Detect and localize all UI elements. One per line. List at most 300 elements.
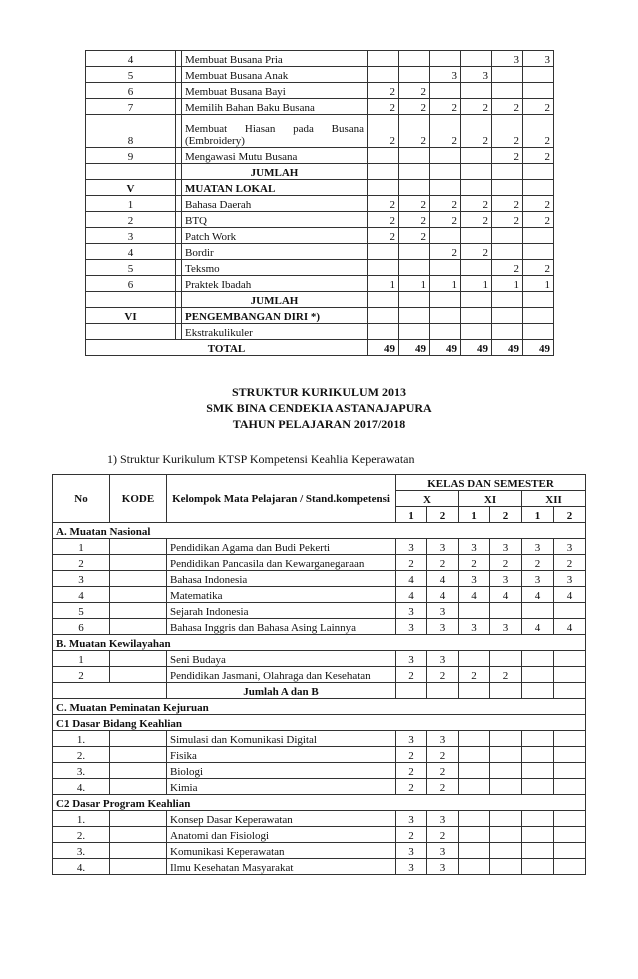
table-row: [86, 83, 554, 99]
hours-cell: [522, 747, 554, 763]
hours-cell: 4: [554, 587, 586, 603]
hours-cell: 2: [461, 99, 492, 115]
hours-cell: 2: [430, 196, 461, 212]
hours-cell: [459, 731, 490, 747]
subject-name: BTQ: [182, 212, 368, 228]
row-number: 2.: [53, 827, 110, 843]
hours-cell: 1: [368, 276, 399, 292]
hours-cell: [523, 67, 554, 83]
total-value: 49: [523, 340, 554, 356]
hours-cell: 4: [396, 571, 427, 587]
hours-cell: 3: [427, 651, 459, 667]
hours-cell: [554, 747, 586, 763]
hours-cell: 1: [399, 276, 430, 292]
table1-body: [86, 51, 554, 356]
row-number: 9: [86, 148, 176, 164]
section-muatan-peminatan: C. Muatan Peminatan Kejuruan: [53, 699, 586, 715]
subject-name: Bahasa Indonesia: [167, 571, 396, 587]
total-value: 49: [399, 340, 430, 356]
hours-cell: 2: [554, 555, 586, 571]
table-row: [86, 164, 554, 180]
section-dasar-program: C2 Dasar Program Keahlian: [53, 795, 586, 811]
hours-cell: 2: [368, 196, 399, 212]
hours-cell: 2: [490, 667, 522, 683]
hours-cell: [399, 308, 430, 324]
header-semester: 1: [459, 507, 490, 523]
header-semester: 1: [396, 507, 427, 523]
hours-cell: [461, 83, 492, 99]
hours-cell: [554, 603, 586, 619]
hours-cell: [492, 308, 523, 324]
row-code: [110, 843, 167, 859]
hours-cell: [554, 763, 586, 779]
hours-cell: 2: [427, 747, 459, 763]
hours-cell: 2: [492, 99, 523, 115]
hours-cell: 3: [396, 603, 427, 619]
hours-cell: 3: [396, 731, 427, 747]
table2-header: [53, 475, 586, 523]
curriculum-table-keperawatan: [52, 474, 586, 875]
hours-cell: [430, 83, 461, 99]
hours-cell: 2: [430, 212, 461, 228]
hours-cell: 3: [396, 539, 427, 555]
hours-cell: 4: [427, 587, 459, 603]
hours-cell: [492, 228, 523, 244]
hours-cell: [522, 859, 554, 875]
hours-cell: [522, 779, 554, 795]
doc-title-line1: STRUKTUR KURIKULUM 2013: [231, 385, 406, 399]
row-number: 3.: [53, 843, 110, 859]
table-row: [53, 539, 586, 555]
table2-body: [53, 523, 586, 875]
header-semester: 2: [427, 507, 459, 523]
subject-name: Ekstrakulikuler: [182, 324, 368, 340]
table-row: [86, 212, 554, 228]
subject-name: Memilih Bahan Baku Busana: [182, 99, 368, 115]
hours-cell: [554, 651, 586, 667]
hours-cell: [490, 763, 522, 779]
table-row: [86, 148, 554, 164]
table-row: [86, 276, 554, 292]
subject-name: Konsep Dasar Keperawatan: [167, 811, 396, 827]
hours-cell: [459, 763, 490, 779]
hours-cell: [523, 180, 554, 196]
hours-cell: [461, 164, 492, 180]
hours-cell: [368, 67, 399, 83]
row-number: 7: [86, 99, 176, 115]
hours-cell: [522, 651, 554, 667]
row-number: 4: [53, 587, 110, 603]
row-number: 1: [86, 196, 176, 212]
row-number: 5: [53, 603, 110, 619]
hours-cell: [430, 180, 461, 196]
row-code: [110, 763, 167, 779]
subject-name: Membuat Busana Bayi: [182, 83, 368, 99]
table-row: [53, 779, 586, 795]
hours-cell: [522, 683, 554, 699]
row-number: 2: [53, 555, 110, 571]
row-number: 4.: [53, 859, 110, 875]
hours-cell: 2: [492, 196, 523, 212]
hours-cell: [399, 260, 430, 276]
hours-cell: [430, 51, 461, 67]
jumlah-a-dan-b: Jumlah A dan B: [167, 683, 396, 699]
row-number: 5: [86, 67, 176, 83]
hours-cell: 2: [523, 115, 554, 148]
table-row: [86, 99, 554, 115]
row-code: [110, 651, 167, 667]
table-row: [53, 667, 586, 683]
subject-name: PENGEMBANGAN DIRI *): [182, 308, 368, 324]
hours-cell: 4: [490, 587, 522, 603]
hours-cell: [368, 324, 399, 340]
curriculum-table-busana: [85, 50, 554, 356]
row-number: 6: [86, 83, 176, 99]
hours-cell: 2: [461, 244, 492, 260]
hours-cell: [399, 324, 430, 340]
subject-name: MUATAN LOKAL: [182, 180, 368, 196]
hours-cell: [399, 244, 430, 260]
section-spacer: [53, 683, 167, 699]
hours-cell: [522, 763, 554, 779]
hours-cell: 3: [490, 619, 522, 635]
subject-name: Praktek Ibadah: [182, 276, 368, 292]
hours-cell: [554, 683, 586, 699]
hours-cell: [492, 292, 523, 308]
hours-cell: 4: [554, 619, 586, 635]
hours-cell: 1: [523, 276, 554, 292]
subject-name: Mengawasi Mutu Busana: [182, 148, 368, 164]
hours-cell: 2: [492, 212, 523, 228]
row-number: [86, 292, 176, 308]
row-code: [110, 859, 167, 875]
hours-cell: [427, 683, 459, 699]
subject-name: Bordir: [182, 244, 368, 260]
hours-cell: [461, 292, 492, 308]
hours-cell: [396, 683, 427, 699]
hours-cell: [368, 292, 399, 308]
table-row: [86, 67, 554, 83]
table-row: [53, 747, 586, 763]
hours-cell: 3: [427, 859, 459, 875]
hours-cell: 3: [490, 571, 522, 587]
table-row: [53, 763, 586, 779]
row-number: 2.: [53, 747, 110, 763]
row-number: 6: [86, 276, 176, 292]
header-semester: 1: [522, 507, 554, 523]
row-code: [110, 571, 167, 587]
hours-cell: [554, 811, 586, 827]
row-number: 5: [86, 260, 176, 276]
hours-cell: 3: [459, 571, 490, 587]
hours-cell: [461, 51, 492, 67]
hours-cell: 3: [396, 651, 427, 667]
hours-cell: [522, 811, 554, 827]
hours-cell: [430, 308, 461, 324]
row-number: 1: [53, 539, 110, 555]
section-row: [53, 635, 586, 651]
hours-cell: [459, 603, 490, 619]
hours-cell: 2: [461, 212, 492, 228]
hours-cell: 2: [430, 244, 461, 260]
total-value: 49: [430, 340, 461, 356]
header-class-xii: XII: [522, 491, 586, 507]
hours-cell: 2: [430, 99, 461, 115]
hours-cell: 2: [368, 99, 399, 115]
subject-name: Patch Work: [182, 228, 368, 244]
hours-cell: [430, 292, 461, 308]
row-number: [86, 324, 176, 340]
hours-cell: [430, 228, 461, 244]
hours-cell: [459, 811, 490, 827]
table-row: [86, 292, 554, 308]
hours-cell: [459, 747, 490, 763]
row-code: [110, 731, 167, 747]
hours-cell: 2: [396, 555, 427, 571]
table-row: [53, 587, 586, 603]
hours-cell: 2: [459, 667, 490, 683]
table-row: [86, 180, 554, 196]
row-number: 2: [86, 212, 176, 228]
subject-name: Sejarah Indonesia: [167, 603, 396, 619]
hours-cell: [490, 843, 522, 859]
hours-cell: [523, 228, 554, 244]
hours-cell: [399, 180, 430, 196]
hours-cell: [399, 148, 430, 164]
hours-cell: 3: [459, 539, 490, 555]
hours-cell: 4: [459, 587, 490, 603]
subject-name: Simulasi dan Komunikasi Digital: [167, 731, 396, 747]
row-number: 2: [53, 667, 110, 683]
hours-cell: 2: [492, 115, 523, 148]
hours-cell: [368, 260, 399, 276]
hours-cell: 4: [396, 587, 427, 603]
hours-cell: [523, 83, 554, 99]
header-kelas-semester: KELAS DAN SEMESTER: [396, 475, 586, 491]
row-code: [110, 811, 167, 827]
total-row: [86, 340, 554, 356]
hours-cell: 3: [461, 67, 492, 83]
hours-cell: 2: [459, 555, 490, 571]
hours-cell: 2: [427, 763, 459, 779]
hours-cell: 3: [427, 539, 459, 555]
subject-name: Membuat Busana Pria: [182, 51, 368, 67]
row-code: [110, 539, 167, 555]
hours-cell: [430, 148, 461, 164]
hours-cell: [459, 859, 490, 875]
row-code: [110, 747, 167, 763]
hours-cell: [492, 83, 523, 99]
hours-cell: 2: [430, 115, 461, 148]
row-number: 1.: [53, 811, 110, 827]
hours-cell: [399, 67, 430, 83]
table-row: [53, 571, 586, 587]
hours-cell: 2: [368, 228, 399, 244]
subject-name: Teksmo: [182, 260, 368, 276]
row-number: 1: [53, 651, 110, 667]
table-row: [86, 324, 554, 340]
row-code: [110, 779, 167, 795]
hours-cell: 2: [396, 667, 427, 683]
table-row: [86, 260, 554, 276]
row-number: [86, 164, 176, 180]
hours-cell: 2: [523, 260, 554, 276]
row-number: 4: [86, 244, 176, 260]
hours-cell: 2: [399, 196, 430, 212]
hours-cell: 1: [461, 276, 492, 292]
hours-cell: 2: [523, 148, 554, 164]
section-dasar-bidang: C1 Dasar Bidang Keahlian: [53, 715, 586, 731]
row-code: [110, 667, 167, 683]
row-number: 3: [53, 571, 110, 587]
hours-cell: [492, 164, 523, 180]
hours-cell: 4: [427, 571, 459, 587]
hours-cell: 2: [490, 555, 522, 571]
table-row: [53, 619, 586, 635]
table-row: [53, 603, 586, 619]
hours-cell: [368, 244, 399, 260]
hours-cell: 2: [399, 212, 430, 228]
hours-cell: 2: [461, 196, 492, 212]
section-muatan-kewilayahan: B. Muatan Kewilayahan: [53, 635, 586, 651]
row-number: V: [86, 180, 176, 196]
hours-cell: [459, 683, 490, 699]
hours-cell: 2: [522, 555, 554, 571]
hours-cell: 3: [427, 619, 459, 635]
hours-cell: 3: [396, 859, 427, 875]
table-row: [53, 843, 586, 859]
hours-cell: 2: [427, 779, 459, 795]
hours-cell: 2: [399, 83, 430, 99]
hours-cell: 4: [522, 619, 554, 635]
hours-cell: [492, 244, 523, 260]
subject-name: Bahasa Daerah: [182, 196, 368, 212]
hours-cell: [522, 667, 554, 683]
hours-cell: 3: [554, 539, 586, 555]
hours-cell: 2: [492, 260, 523, 276]
subject-name: Membuat Hiasan pada Busana (Embroidery): [182, 115, 368, 148]
table-row: [53, 811, 586, 827]
subject-name: Pendidikan Jasmani, Olahraga dan Kesehatan: [167, 667, 396, 683]
total-value: 49: [368, 340, 399, 356]
hours-cell: [523, 292, 554, 308]
total-value: 49: [461, 340, 492, 356]
hours-cell: [490, 651, 522, 667]
row-code: [110, 587, 167, 603]
hours-cell: [554, 827, 586, 843]
hours-cell: [430, 324, 461, 340]
hours-cell: 3: [554, 571, 586, 587]
hours-cell: 2: [427, 827, 459, 843]
hours-cell: [368, 180, 399, 196]
hours-cell: 4: [522, 587, 554, 603]
subject-name: JUMLAH: [182, 164, 368, 180]
hours-cell: 2: [523, 196, 554, 212]
row-number: 6: [53, 619, 110, 635]
hours-cell: 2: [396, 827, 427, 843]
table-row: [86, 308, 554, 324]
subject-name: Fisika: [167, 747, 396, 763]
row-number: 4.: [53, 779, 110, 795]
hours-cell: 3: [523, 51, 554, 67]
hours-cell: [554, 667, 586, 683]
hours-cell: [461, 180, 492, 196]
hours-cell: [459, 651, 490, 667]
hours-cell: [399, 51, 430, 67]
header-semester: 2: [554, 507, 586, 523]
section-row: [53, 699, 586, 715]
hours-cell: 3: [427, 811, 459, 827]
hours-cell: [523, 308, 554, 324]
hours-cell: 3: [396, 619, 427, 635]
header-class-x: X: [396, 491, 459, 507]
hours-cell: [522, 843, 554, 859]
hours-cell: [523, 244, 554, 260]
hours-cell: 3: [427, 843, 459, 859]
doc-title-line3: TAHUN PELAJARAN 2017/2018: [232, 417, 406, 431]
hours-cell: 3: [396, 843, 427, 859]
hours-cell: [461, 260, 492, 276]
hours-cell: 2: [523, 212, 554, 228]
hours-cell: [490, 731, 522, 747]
hours-cell: [461, 324, 492, 340]
row-code: [110, 619, 167, 635]
hours-cell: [492, 180, 523, 196]
hours-cell: [554, 843, 586, 859]
row-code: [110, 603, 167, 619]
hours-cell: [490, 747, 522, 763]
hours-cell: [492, 324, 523, 340]
hours-cell: [368, 148, 399, 164]
section-muatan-nasional: A. Muatan Nasional: [53, 523, 586, 539]
subject-name: Bahasa Inggris dan Bahasa Asing Lainnya: [167, 619, 396, 635]
hours-cell: [490, 779, 522, 795]
table-row: [86, 115, 554, 148]
row-code: [110, 555, 167, 571]
hours-cell: [522, 603, 554, 619]
hours-cell: 2: [368, 83, 399, 99]
hours-cell: [459, 843, 490, 859]
hours-cell: 2: [368, 115, 399, 148]
hours-cell: 3: [427, 731, 459, 747]
hours-cell: [490, 683, 522, 699]
hours-cell: [368, 164, 399, 180]
table-row: [86, 228, 554, 244]
subject-name: Biologi: [167, 763, 396, 779]
hours-cell: 2: [399, 228, 430, 244]
hours-cell: [554, 779, 586, 795]
table-row: [53, 827, 586, 843]
table-row: [53, 731, 586, 747]
hours-cell: 3: [427, 603, 459, 619]
hours-cell: 2: [368, 212, 399, 228]
table-row: [53, 859, 586, 875]
total-value: 49: [492, 340, 523, 356]
hours-cell: [523, 324, 554, 340]
hours-cell: [554, 731, 586, 747]
row-number: 3: [86, 228, 176, 244]
table-row: [86, 196, 554, 212]
hours-cell: 2: [461, 115, 492, 148]
hours-cell: [490, 603, 522, 619]
hours-cell: [430, 260, 461, 276]
hours-cell: 1: [492, 276, 523, 292]
subject-name: Kimia: [167, 779, 396, 795]
subject-name: Pendidikan Agama dan Budi Pekerti: [167, 539, 396, 555]
hours-cell: [554, 859, 586, 875]
row-number: 3.: [53, 763, 110, 779]
hours-cell: [459, 779, 490, 795]
